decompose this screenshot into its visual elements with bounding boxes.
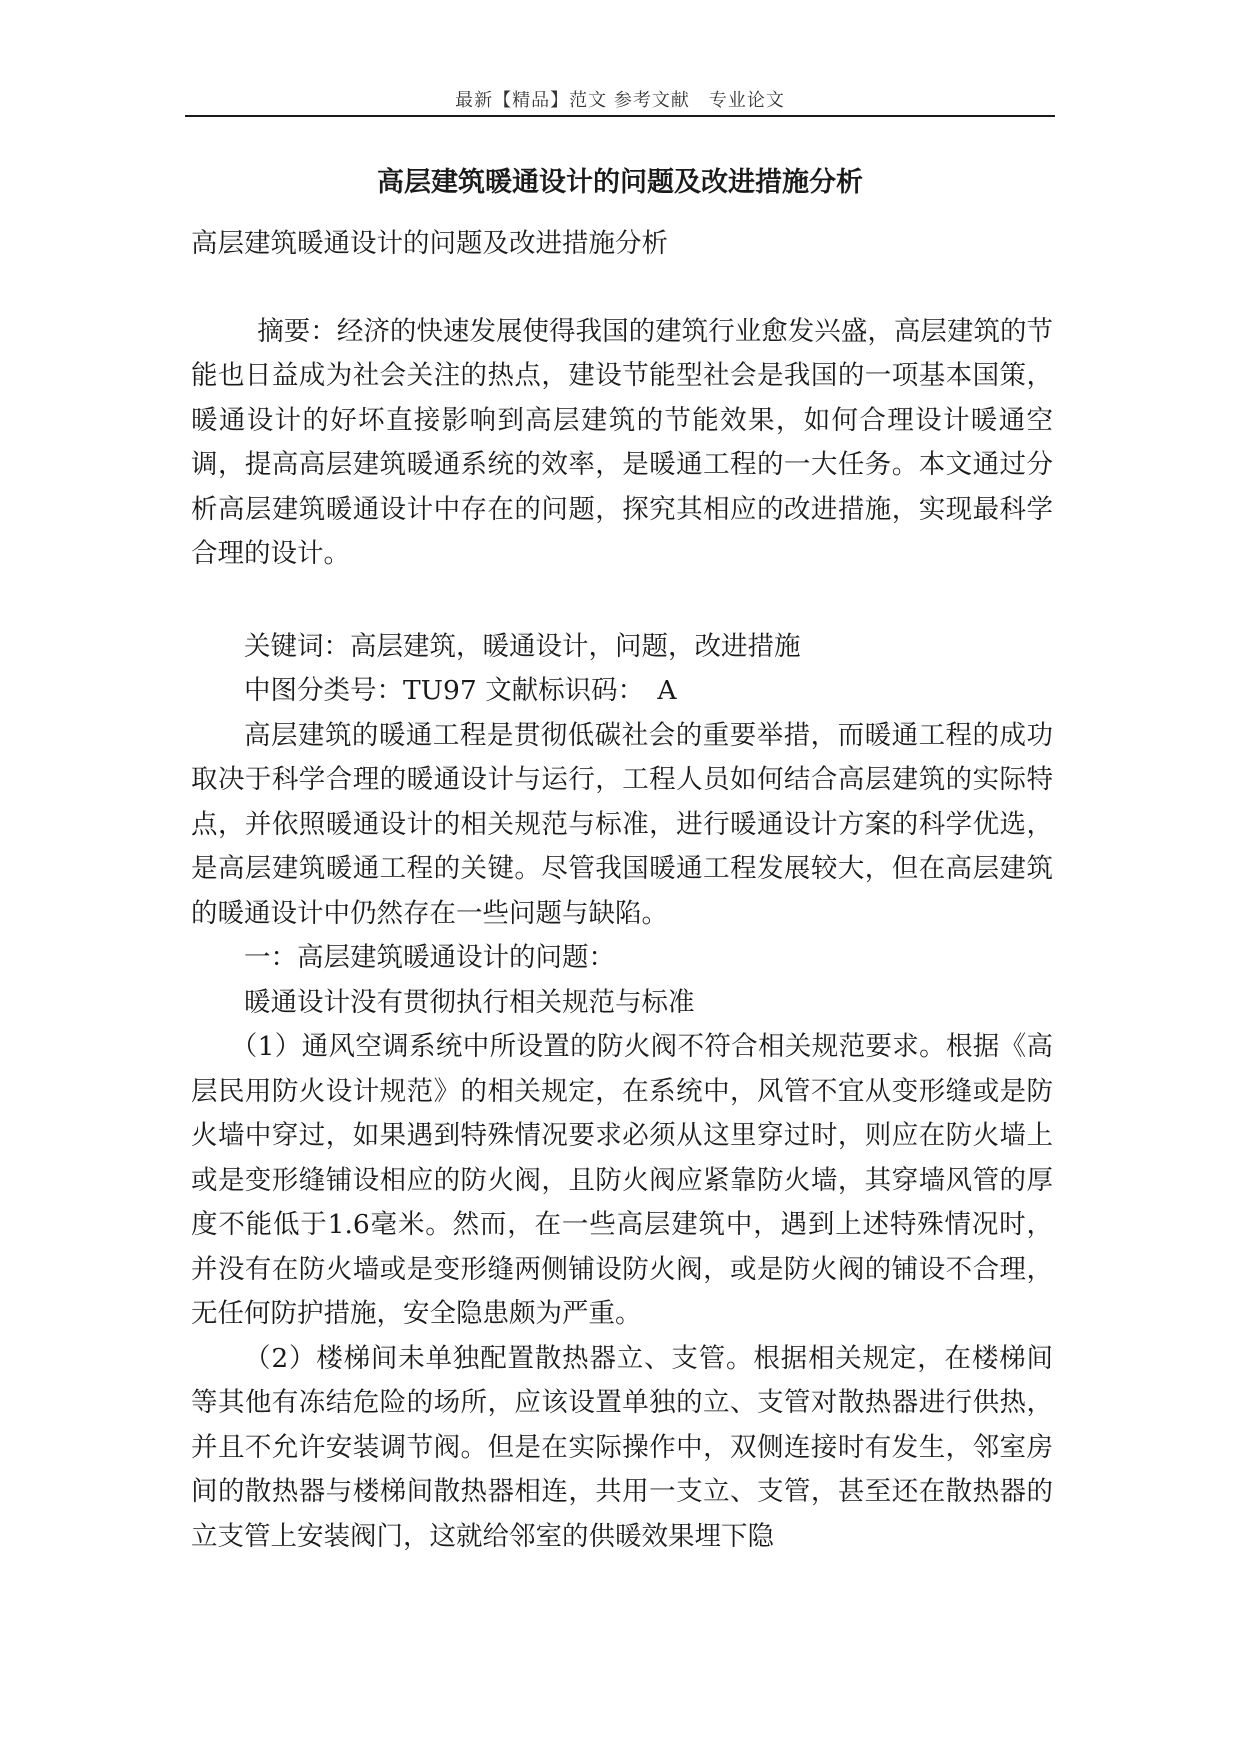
abstract-paragraph: 摘要：经济的快速发展使得我国的建筑行业愈发兴盛，高层建筑的节能也日益成为社会关注的热点，建设节能型社会是我国的一项基本国策，暖通设计的好坏直接影响到高层建筑的节能效果，如何合理设计暖通空调，提高高层建筑暖通系统的效率，是暖通工程的一大任务。本文通过分析高层建筑暖通设计中存在的问题，探究其相应的改进措施，实现最科学合理的设计。	[191, 315, 1053, 569]
keywords-line: 关键词：高层建筑，暖通设计，问题，改进措施	[244, 630, 801, 662]
page-header: 最新【精品】范文 参考文献 专业论文	[455, 90, 785, 111]
document-subtitle: 高层建筑暖通设计的问题及改进措施分析	[191, 228, 668, 259]
document-body	[191, 222, 1053, 1559]
header-divider	[185, 115, 1055, 117]
point-2-paragraph: （2）楼梯间未单独配置散热器立、支管。根据相关规定，在楼梯间等其他有冻结危险的场所，应该设置单独的立、支管对散热器进行供热，并且不允许安装调节阀。但是在实际操作中，双侧连接时有发生，邻室房间的散热器与楼梯间散热器相连，共用一支立、支管，甚至还在散热器的立支管上安装阀门，这就给邻室的供暖效果埋下隐	[191, 1342, 1053, 1552]
subsection-heading: 暖通设计没有贯彻执行相关规范与标准	[244, 986, 695, 1018]
point-1-paragraph: （1）通风空调系统中所设置的防火阀不符合相关规范要求。根据《高层民用防火设计规范》的相关规定，在系统中，风管不宜从变形缝或是防火墙中穿过，如果遇到特殊情况要求必须从这里穿过时，则应在防火墙上或是变形缝铺设相应的防火阀，且防火阀应紧靠防火墙，其穿墙风管的厚度不能低于1.6毫米。然而，在一些高层建筑中，遇到上述特殊情况时，并没有在防火墙或是变形缝两侧铺设防火阀，或是防火阀的铺设不合理，无任何防护措施，安全隐患颇为严重。	[191, 1031, 1053, 1329]
section-heading: 一：高层建筑暖通设计的问题：	[244, 942, 615, 973]
document-title: 高层建筑暖通设计的问题及改进措施分析	[377, 167, 863, 198]
classification-line: 中图分类号：TU97 文献标识码： A	[244, 675, 677, 706]
intro-paragraph: 高层建筑的暖通工程是贯彻低碳社会的重要举措，而暖通工程的成功取决于科学合理的暖通设计与运行，工程人员如何结合高层建筑的实际特点，并依照暖通设计的相关规范与标准，进行暖通设计方案的科学优选，是高层建筑暖通工程的关键。尽管我国暖通工程发展较大，但在高层建筑的暖通设计中仍然存在一些问题与缺陷。	[191, 719, 1053, 929]
